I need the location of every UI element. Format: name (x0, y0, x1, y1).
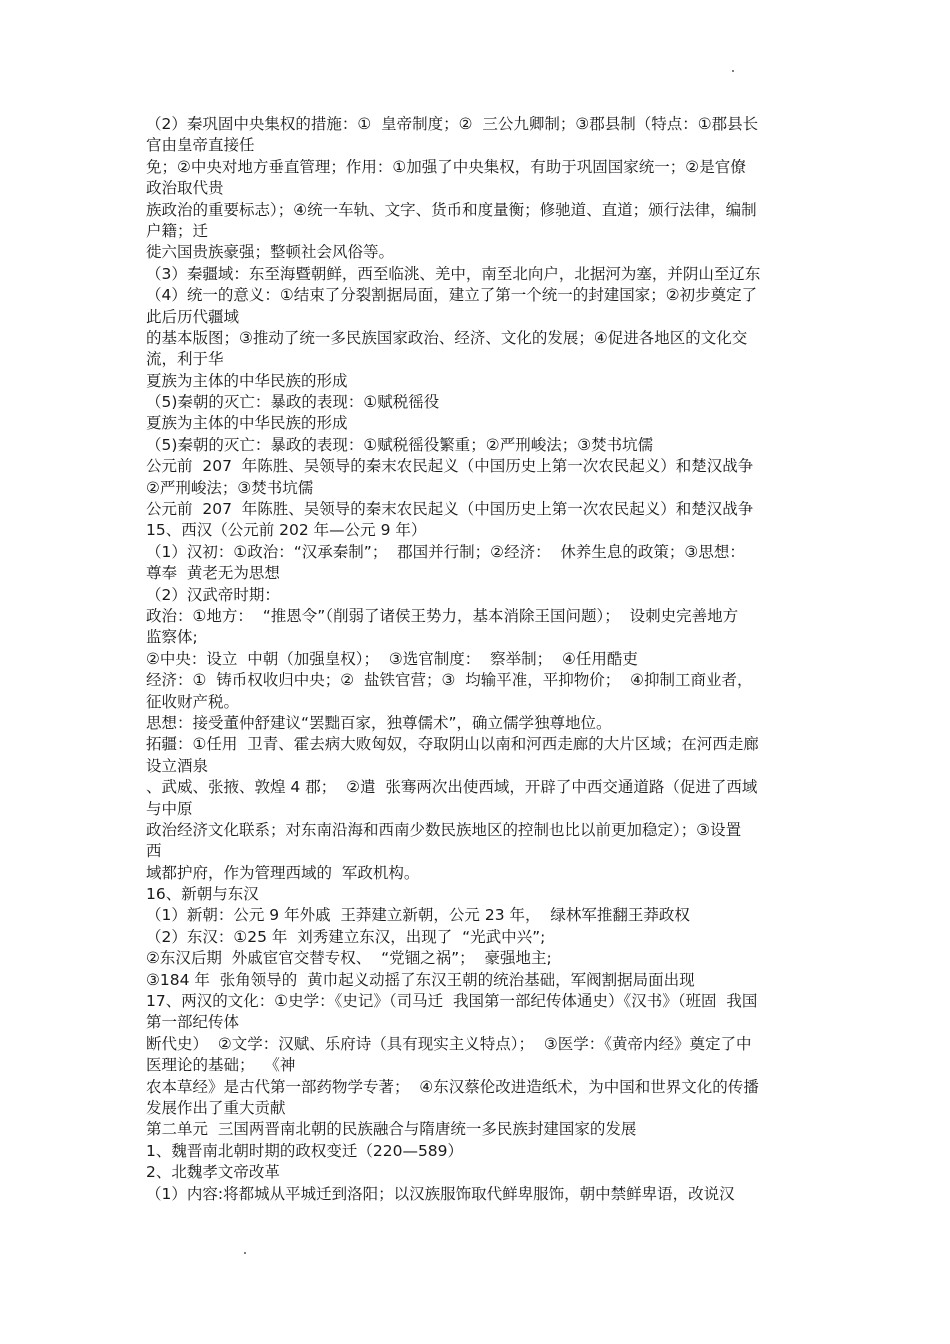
text-line: 与中原 (146, 799, 193, 818)
page-speck-top (732, 70, 734, 72)
text-line: 政治取代贵 (146, 179, 224, 198)
text-line: 发展作出了重大贡献 (146, 1098, 286, 1117)
text-line: 公元前 207 年陈胜、吴领导的秦末农民起义（中国历史上第一次农民起义）和楚汉战争 (146, 457, 754, 476)
text-line: 免；②中央对地方垂直管理；作用：①加强了中央集权，有助于巩固国家统一；②是官僚 (146, 157, 746, 176)
text-line: 政治：①地方： “推恩令”（削弱了诸侯王势力，基本消除王国问题）； 设刺史完善地方 (146, 606, 739, 625)
text-line: 征收财产税。 (146, 692, 240, 711)
text-line: 域都护府，作为管理西域的 军政机构。 (146, 863, 420, 882)
unit-heading: 第二单元 三国两晋南北朝的民族融合与隋唐统一多民族封建国家的发展 (146, 1120, 637, 1139)
text-line: 尊奉 黄老无为思想 (146, 564, 280, 583)
text-line: （5)秦朝的灭亡：暴政的表现：①赋税徭役繁重；②严刑峻法；③焚书坑儒 (146, 435, 654, 454)
section-heading: 16、新朝与东汉 (146, 885, 259, 904)
text-line: 夏族为主体的中华民族的形成 (146, 371, 348, 390)
text-line: 官由皇帝直接任 (146, 136, 255, 155)
text-line: （2）东汉：①25 年 刘秀建立东汉，出现了 “光武中兴”; (146, 927, 546, 946)
text-line: ②东汉后期 外戚宦官交替专权、 “党锢之祸”； 豪强地主; (146, 949, 552, 968)
text-line: 此后历代疆域 (146, 307, 240, 326)
section-heading: 17、两汉的文化：①史学：《史记》（司马迁 我国第一部纪传体通史）《汉书》（班固 我国 (146, 992, 758, 1011)
section-heading: 2、北魏孝文帝改革 (146, 1163, 280, 1182)
text-line: 政治经济文化联系；对东南沿海和西南少数民族地区的控制也比以前更加稳定）；③设置 (146, 820, 742, 839)
text-line: 设立酒泉 (146, 756, 209, 775)
text-line: 徙六国贵族豪强；整顿社会风俗等。 (146, 243, 395, 262)
text-line: 经济：① 铸币权收归中央；② 盐铁官营；③ 均输平准，平抑物价； ④抑制工商业者， (146, 671, 753, 690)
text-line: 断代史） ②文学：汉赋、乐府诗（具有现实主义特点）； ③医学：《黄帝内经》奠定了中 (146, 1034, 752, 1053)
text-line: 医理论的基础； 《神 (146, 1056, 296, 1075)
text-line: ②中央：设立 中朝（加强皇权）； ③选官制度： 察举制； ④任用酷吏 (146, 649, 638, 668)
text-line: 流，利于华 (146, 350, 224, 369)
text-line: 拓疆：①任用 卫青、霍去病大败匈奴，夺取阴山以南和河西走廊的大片区域；在河西走廊 (146, 735, 759, 754)
text-line: （4）统一的意义：①结束了分裂割据局面，建立了第一个统一的封建国家；②初步奠定了 (146, 286, 758, 305)
text-line: ③184 年 张角领导的 黄巾起义动摇了东汉王朝的统治基础，军阀割据局面出现 (146, 970, 695, 989)
text-line: 族政治的重要标志）；④统一车轨、文字、货币和度量衡；修驰道、直道；颁行法律，编制 (146, 200, 757, 219)
section-heading: 15、西汉（公元前 202 年—公元 9 年） (146, 521, 427, 540)
text-line: 户籍；迁 (146, 221, 209, 240)
text-line: （1）内容:将都城从平城迁到洛阳；以汉族服饰取代鲜卑服饰，朝中禁鲜卑语，改说汉 (146, 1184, 735, 1203)
text-line: 的基本版图；③推动了统一多民族国家政治、经济、文化的发展；④促进各地区的文化交 (146, 328, 748, 347)
text-line: ②严刑峻法；③焚书坑儒 (146, 478, 314, 497)
section-heading: 1、魏晋南北朝时期的政权变迁（220—589） (146, 1141, 464, 1160)
document-body (146, 114, 808, 1205)
text-line: （2）汉武帝时期： (146, 585, 280, 604)
text-line: （1）汉初：①政治：“汉承秦制”； 郡国并行制；②经济： 休养生息的政策；③思想： (146, 542, 745, 561)
page-speck-bottom (244, 1252, 246, 1254)
text-line: 农本草经》是古代第一部药物学专著； ④东汉蔡伦改进造纸术，为中国和世界文化的传播 (146, 1077, 759, 1096)
text-line: （1）新朝：公元 9 年外戚 王莽建立新朝，公元 23 年， 绿林军推翻王莽政权 (146, 906, 690, 925)
text-line: 西 (146, 842, 162, 861)
text-line: 夏族为主体的中华民族的形成 (146, 414, 348, 433)
text-line: （3）秦疆域：东至海暨朝鲜，西至临洮、羌中，南至北向户，北据河为塞，并阴山至辽东 (146, 264, 761, 283)
text-line: （2）秦巩固中央集权的措施：① 皇帝制度；② 三公九卿制；③郡县制（特点：①郡县长 (146, 115, 759, 133)
text-line: 思想：接受董仲舒建议“罢黜百家，独尊儒术”，确立儒学独尊地位。 (146, 713, 612, 732)
text-line: 监察体; (146, 628, 198, 647)
text-line: （5)秦朝的灭亡：暴政的表现：①赋税徭役 (146, 393, 440, 412)
text-line: 第一部纪传体 (146, 1013, 240, 1032)
text-line: 公元前 207 年陈胜、吴领导的秦末农民起义（中国历史上第一次农民起义）和楚汉战争 (146, 500, 754, 519)
text-line: 、武威、张掖、敦煌 4 郡； ②遣 张骞两次出使西域，开辟了中西交通道路（促进了西域 (146, 778, 758, 797)
